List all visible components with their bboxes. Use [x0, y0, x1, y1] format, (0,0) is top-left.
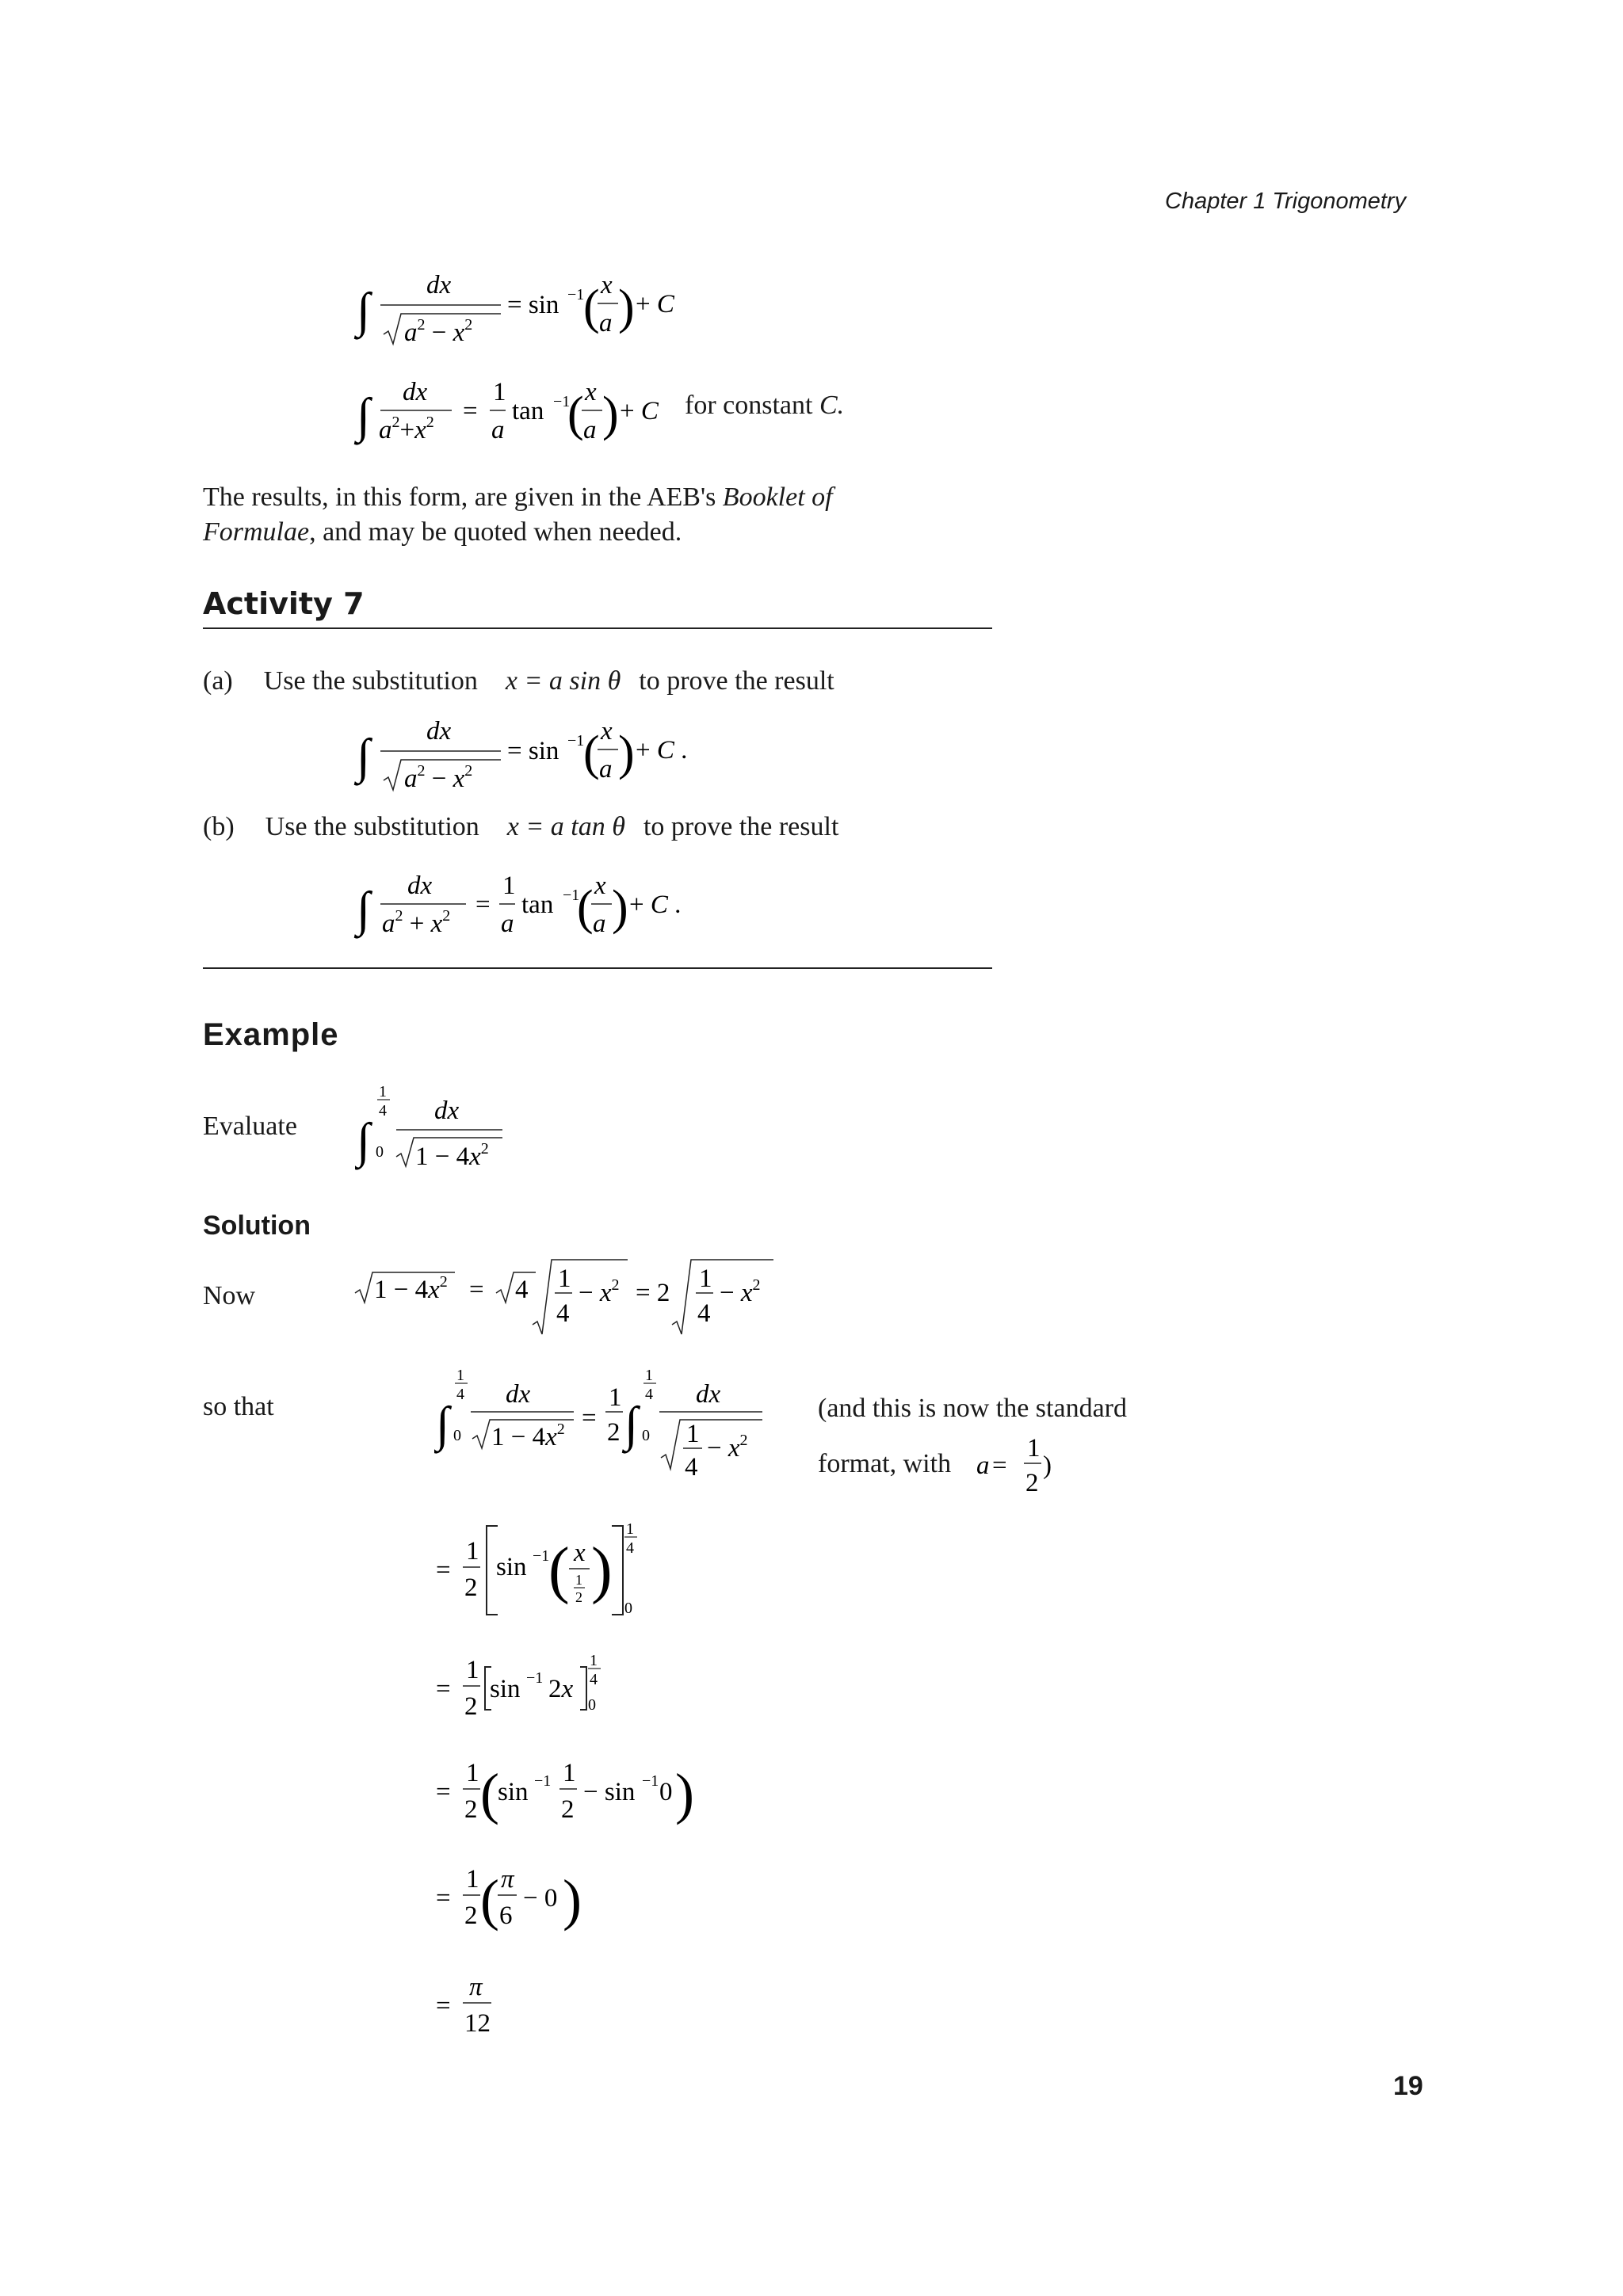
svg-text:1: 1 [563, 1759, 576, 1787]
svg-text:): ) [563, 1868, 582, 1932]
svg-text:0: 0 [624, 1600, 632, 1617]
svg-text:1: 1 [466, 1865, 479, 1894]
svg-text:=: = [475, 891, 491, 919]
svg-text:− x2: − $x^2$ [579, 1276, 620, 1307]
svg-text:4: 4 [379, 1102, 387, 1119]
svg-text:x: x [601, 271, 613, 299]
constant-note-var: C. [819, 391, 845, 420]
evaluate-label: Evaluate [203, 1112, 297, 1141]
svg-text:dx: dx [407, 871, 433, 900]
solution-step-3 [434, 1749, 720, 1836]
solution-step-5 [434, 1963, 529, 2050]
svg-text:1: 1 [686, 1420, 700, 1448]
standard-format-note-line1: (and this is now the standard [818, 1394, 1127, 1423]
svg-text:−1: −1 [526, 1669, 544, 1687]
svg-text:(: ( [480, 1868, 499, 1932]
intro-line2-plain: , and may be quoted when needed. [309, 517, 682, 547]
svg-text:∫: ∫ [624, 1398, 638, 1451]
constant-note [685, 388, 844, 423]
activity-top-rule [203, 627, 992, 629]
svg-text:π: π [501, 1865, 514, 1894]
svg-text:+ C .: + C . [629, 891, 682, 919]
svg-text:1 − 4x2: $1 - 4x^2$ [374, 1273, 448, 1304]
svg-text:dx: dx [696, 1380, 721, 1409]
svg-text:(: ( [548, 1535, 570, 1605]
svg-text:=: = [992, 1451, 1007, 1480]
svg-text:dx: dx [403, 378, 428, 406]
intro-paragraph-line2 [203, 515, 833, 550]
svg-text:6: 6 [499, 1901, 513, 1930]
svg-text:dx: dx [434, 1097, 460, 1125]
svg-text:−1: −1 [563, 887, 580, 904]
part-b-text: Use the substitution [265, 812, 479, 841]
part-a-text: Use the substitution [263, 666, 478, 696]
svg-text:4: 4 [456, 1386, 464, 1403]
svg-text:=: = [436, 1884, 451, 1913]
svg-text:1 − 4x2: $1 - 4x^2$ [415, 1140, 489, 1171]
svg-text:−1: −1 [567, 286, 585, 303]
svg-text:=: = [463, 397, 478, 425]
svg-text:1: 1 [493, 378, 506, 406]
svg-text:4: 4 [685, 1453, 698, 1482]
svg-text:): ) [618, 727, 635, 780]
svg-text:2: 2 [464, 1901, 478, 1930]
svg-text:(: ( [583, 280, 600, 334]
part-b-tail: to prove the result [643, 812, 839, 841]
svg-text:a: a [501, 910, 514, 938]
svg-text:a2+x2: $a^2+x^2$ [379, 414, 434, 444]
so-that-label: so that [203, 1392, 274, 1421]
svg-text:−1: −1 [642, 1772, 659, 1790]
activity-bottom-rule [203, 967, 992, 969]
solution-title: Solution [203, 1211, 311, 1241]
svg-text:2: 2 [607, 1418, 621, 1447]
svg-text:4: 4 [556, 1299, 570, 1328]
svg-text:2x: 2x [548, 1675, 574, 1703]
now-label: Now [203, 1281, 256, 1310]
svg-text:a2 − x2: $a^2 - x^2$ [404, 316, 473, 347]
svg-text:= sin: = sin [507, 291, 559, 319]
svg-text:sin: sin [496, 1553, 527, 1581]
svg-text:∫: ∫ [357, 389, 370, 443]
intro-paragraph-line1 [203, 480, 833, 515]
svg-text:1: 1 [502, 871, 516, 900]
svg-text:0: 0 [453, 1427, 461, 1444]
svg-text:x: x [585, 378, 597, 406]
svg-text:−1: −1 [533, 1547, 550, 1565]
svg-text:1: 1 [466, 1759, 479, 1787]
so-that-equation [434, 1363, 783, 1482]
svg-text:2: 2 [464, 1795, 478, 1824]
svg-text:2: 2 [1025, 1469, 1039, 1497]
svg-text:= 2: = 2 [636, 1279, 670, 1307]
svg-text:+ C .: + C . [636, 736, 688, 765]
chapter-header: Chapter 1 Trigonometry [1165, 189, 1407, 214]
svg-text:0: 0 [659, 1778, 673, 1806]
svg-text:a2 + x2: $a^2 + x^2$ [382, 907, 451, 938]
svg-text:tan: tan [512, 397, 544, 425]
solution-step-2 [434, 1646, 640, 1733]
svg-text:a: a [599, 309, 613, 338]
svg-text:1: 1 [1027, 1434, 1041, 1463]
svg-text:(: ( [480, 1762, 499, 1825]
svg-text:− 0: − 0 [523, 1884, 558, 1913]
svg-text:a: a [599, 755, 613, 784]
svg-text:=: = [436, 1675, 451, 1703]
svg-text:∫: ∫ [357, 730, 370, 784]
page-number: 19 [1393, 2071, 1423, 2101]
svg-text:): ) [591, 1535, 613, 1605]
svg-text:=: = [469, 1276, 484, 1304]
svg-text:2: 2 [575, 1589, 582, 1605]
svg-text:0: 0 [642, 1427, 650, 1444]
svg-text:=: = [582, 1404, 597, 1432]
svg-text:(: ( [567, 387, 584, 441]
svg-text:1: 1 [456, 1367, 464, 1384]
svg-text:a: a [491, 416, 505, 444]
svg-text:∫: ∫ [357, 284, 370, 338]
svg-text:1: 1 [575, 1572, 582, 1588]
svg-text:0: 0 [376, 1143, 384, 1161]
svg-text:1 − 4x2: $1 - 4x^2$ [491, 1421, 565, 1451]
svg-text:∫: ∫ [357, 883, 370, 936]
svg-text:x: x [594, 871, 606, 900]
svg-text:− sin: − sin [583, 1778, 636, 1806]
example-integral [355, 1077, 529, 1180]
svg-text:): ) [1043, 1451, 1052, 1480]
svg-text:2: 2 [464, 1573, 478, 1602]
svg-text:a: a [583, 416, 597, 444]
svg-text:−1: −1 [534, 1772, 552, 1790]
svg-text:∫: ∫ [436, 1398, 449, 1451]
part-b-substitution: x = a tan θ [506, 812, 625, 841]
svg-text:+ C: + C [620, 397, 659, 425]
svg-text:dx: dx [426, 717, 452, 746]
intro-paragraph [203, 480, 833, 550]
part-a-label: (a) [203, 666, 233, 696]
formula-integral-arcsin [349, 261, 729, 357]
example-title: Example [203, 1017, 339, 1052]
svg-text:−1: −1 [567, 732, 585, 749]
part-a-tail: to prove the result [639, 666, 834, 696]
svg-text:−1: −1 [553, 393, 571, 410]
svg-text:1: 1 [609, 1383, 622, 1412]
now-equation [353, 1252, 797, 1339]
svg-text:12: 12 [464, 2009, 491, 2038]
solution-step-1 [434, 1512, 688, 1630]
svg-text:4: 4 [645, 1386, 653, 1403]
svg-text:): ) [602, 387, 619, 441]
svg-text:sin: sin [490, 1675, 521, 1703]
svg-text:sin: sin [498, 1778, 529, 1806]
svg-text:∫: ∫ [357, 1114, 370, 1168]
svg-text:=: = [436, 1992, 451, 2020]
svg-text:dx: dx [426, 271, 452, 299]
activity-formula-b [349, 862, 729, 949]
solution-step-4 [434, 1855, 609, 1943]
svg-text:x: x [601, 717, 613, 746]
activity-part-b [203, 810, 838, 845]
constant-note-text: for constant [685, 391, 813, 420]
svg-text:4: 4 [626, 1539, 634, 1557]
svg-text:2: 2 [464, 1692, 478, 1721]
svg-text:π: π [469, 1973, 483, 2001]
intro-line1-plain: The results, in this form, are given in the AEB's [203, 482, 723, 512]
svg-text:): ) [618, 280, 635, 334]
svg-text:= sin: = sin [507, 737, 559, 765]
svg-text:1: 1 [466, 1537, 479, 1566]
svg-text:2: 2 [561, 1795, 575, 1824]
svg-text:a: a [976, 1451, 990, 1480]
a-equals-half [975, 1426, 1062, 1505]
intro-line2-italic: Formulae [203, 517, 310, 547]
svg-text:=: = [436, 1556, 451, 1585]
svg-text:(: ( [577, 881, 594, 935]
svg-text:− x2: − $x^2$ [720, 1276, 761, 1307]
svg-text:1: 1 [558, 1264, 571, 1293]
svg-text:): ) [612, 881, 628, 935]
part-a-substitution: x = a sin θ [505, 666, 621, 696]
svg-text:1: 1 [590, 1652, 598, 1669]
svg-text:a2 − x2: $a^2 - x^2$ [404, 762, 473, 793]
svg-text:a: a [593, 910, 606, 938]
svg-text:4: 4 [697, 1299, 711, 1328]
svg-text:dx: dx [506, 1380, 531, 1409]
svg-text:− x2: − $x^2$ [707, 1432, 748, 1463]
svg-text:1: 1 [626, 1520, 634, 1538]
activity-title: Activity 7 [203, 586, 365, 621]
note-line2-text: format, with [818, 1449, 952, 1478]
svg-text:=: = [436, 1778, 451, 1806]
svg-text:tan: tan [521, 891, 554, 919]
svg-text:): ) [675, 1762, 694, 1825]
svg-text:1: 1 [645, 1367, 653, 1384]
intro-line1-italic: Booklet of [722, 482, 833, 512]
activity-part-a [203, 664, 834, 699]
svg-text:(: ( [583, 727, 600, 780]
svg-text:0: 0 [588, 1696, 596, 1714]
svg-text:1: 1 [466, 1656, 479, 1684]
svg-text:x: x [574, 1539, 586, 1567]
part-b-label: (b) [203, 812, 235, 841]
svg-text:4: 4 [515, 1276, 529, 1304]
svg-text:4: 4 [590, 1671, 598, 1688]
activity-formula-a [349, 707, 729, 803]
svg-text:+ C: + C [636, 290, 674, 318]
svg-text:1: 1 [379, 1083, 387, 1100]
standard-format-note-line2 [818, 1447, 951, 1482]
svg-text:1: 1 [699, 1264, 712, 1293]
